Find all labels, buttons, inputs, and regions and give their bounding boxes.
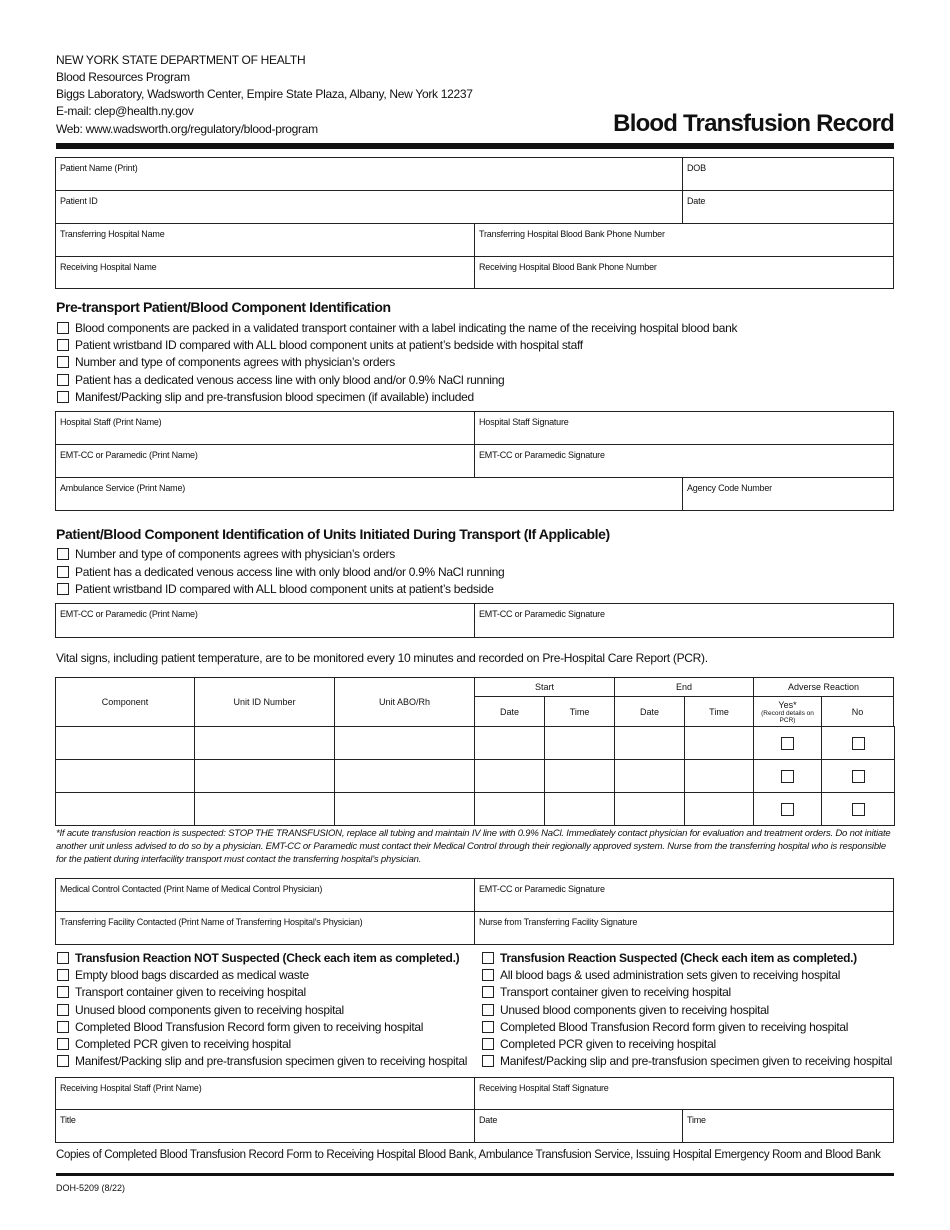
checkbox-icon[interactable] (781, 803, 794, 816)
checkbox-icon[interactable] (482, 952, 494, 964)
adverse-no-cell[interactable] (821, 792, 895, 826)
checkbox-label: Transport container given to receiving hospital (75, 985, 306, 1000)
checkbox-icon[interactable] (482, 1021, 494, 1033)
contacts-emt-signature-field[interactable] (474, 878, 894, 912)
checkbox-label: Patient has a dedicated venous access line with only blood and/or 0.9% NaCl running (75, 565, 505, 579)
not-suspected-checkbox[interactable] (57, 1020, 423, 1034)
col-abo-rh: Unit ABO/Rh (334, 677, 475, 727)
table-cell[interactable] (544, 792, 615, 826)
transferring-hospital-field[interactable] (55, 223, 475, 257)
checkbox-label: Unused blood components given to receiving hospital (500, 1002, 769, 1017)
adverse-yes-cell[interactable] (753, 726, 822, 760)
checkbox-label: Manifest/Packing slip and pre-transfusion specimen given to receiving hospital (500, 1054, 893, 1069)
vitals-note: Vital signs, including patient temperature, are to be monitored every 10 minutes and recorded on Pre-Hospital Care Report (PCR). (56, 651, 708, 665)
pretransport-checkbox[interactable] (57, 373, 504, 387)
receiving-date-field[interactable] (474, 1109, 683, 1143)
table-cell[interactable] (544, 726, 615, 760)
table-cell[interactable] (614, 759, 685, 793)
field-label: Time (687, 1115, 706, 1125)
table-cell[interactable] (544, 759, 615, 793)
field-label: Medical Control Contacted (Print Name of Medical Control Physician) (60, 884, 323, 894)
checkbox-label: Manifest/Packing slip and pre-transfusion blood specimen (if available) included (75, 390, 474, 404)
field-label: Transferring Facility Contacted (Print Name of Transferring Hospital’s Physician) (60, 917, 363, 927)
checkbox-label: All blood bags & used administration sets given to receiving hospital (500, 968, 841, 983)
checkbox-label: Completed Blood Transfusion Record form given to receiving hospital (75, 1019, 424, 1034)
copies-note: Copies of Completed Blood Transfusion Record Form to Receiving Hospital Blood Bank, Ambulance Transfusion Service, Issuing Hospital Emergency Room and Blood Bank (56, 1149, 881, 1161)
table-cell[interactable] (474, 726, 545, 760)
field-label: Hospital Staff Signature (479, 417, 569, 427)
checkbox-icon[interactable] (57, 391, 69, 403)
checkbox-icon[interactable] (57, 1055, 69, 1067)
yes-label: Yes* (778, 699, 797, 710)
checkbox-icon[interactable] (781, 770, 794, 783)
checkbox-label: Transfusion Reaction NOT Suspected (Check each item as completed.) (75, 951, 460, 965)
nurse-signature-field[interactable] (474, 911, 894, 945)
hospital-staff-signature-field[interactable] (474, 411, 894, 445)
field-label: Nurse from Transferring Facility Signature (479, 917, 638, 927)
checkbox-label: Transfusion Reaction Suspected (Check each item as completed.) (500, 951, 857, 965)
receiving-staff-signature-field[interactable] (474, 1077, 894, 1110)
checkbox-icon[interactable] (57, 566, 69, 578)
table-cell[interactable] (194, 726, 335, 760)
receiving-staff-name-field[interactable] (55, 1077, 475, 1110)
col-start-time: Time (544, 696, 615, 727)
suspected-checkbox[interactable] (482, 1037, 716, 1051)
checkbox-label: Patient wristband ID compared with ALL blood component units at patient’s bedside with hospital staff (75, 338, 583, 352)
checkbox-icon[interactable] (57, 1021, 69, 1033)
table-cell[interactable] (684, 792, 754, 826)
during-transport-heading: Patient/Blood Component Identification of Units Initiated During Transport (If Applicable) (56, 526, 610, 542)
email: E-mail: clep@health.ny.gov (56, 104, 194, 118)
checkbox-icon[interactable] (57, 374, 69, 386)
checkbox-icon[interactable] (482, 1055, 494, 1067)
col-component: Component (55, 677, 195, 727)
field-label: EMT-CC or Paramedic Signature (479, 609, 605, 619)
col-end-date: Date (614, 696, 685, 727)
checkbox-icon[interactable] (57, 952, 69, 964)
checkbox-label: Completed PCR given to receiving hospital (500, 1037, 716, 1051)
table-cell[interactable] (194, 792, 335, 826)
field-label: EMT-CC or Paramedic Signature (479, 450, 605, 460)
header-rule (56, 143, 894, 149)
checkbox-icon[interactable] (57, 986, 69, 998)
medical-control-field[interactable] (55, 878, 475, 912)
col-yes (753, 696, 822, 727)
table-cell[interactable] (474, 759, 545, 793)
adverse-yes-cell[interactable] (753, 792, 822, 826)
table-cell[interactable] (334, 759, 475, 793)
col-start-date: Date (474, 696, 545, 727)
checkbox-icon[interactable] (852, 803, 865, 816)
agency-code-field[interactable] (682, 477, 894, 511)
field-label: Date (687, 196, 706, 206)
table-cell[interactable] (684, 759, 754, 793)
patient-id-field[interactable] (55, 190, 683, 224)
checkbox-label: Completed Blood Transfusion Record form given to receiving hospital (500, 1019, 849, 1034)
table-cell[interactable] (55, 759, 195, 793)
field-label: Agency Code Number (687, 483, 772, 493)
program-name: Blood Resources Program (56, 70, 190, 84)
title-field[interactable] (55, 1109, 475, 1143)
during-emt-name-field[interactable] (55, 603, 475, 638)
ambulance-service-field[interactable] (55, 477, 683, 511)
checkbox-icon[interactable] (57, 583, 69, 595)
footnote: *If acute transfusion reaction is suspected: STOP THE TRANSFUSION, replace all tubing and maintain IV line with 0.9% NaCl. Immediately contact physician for evaluation and treatment orders. Do not initiate another unit unless advised to do so by a physician. EMT-CC or Paramedic must contact their Medical Control through their regionally approved system. Nurse from the transferring hospital who is responsible for the patient during interfacility transport must contact the transferring hospital’s physician. (56, 828, 891, 865)
checkbox-icon[interactable] (482, 986, 494, 998)
field-label: EMT-CC or Paramedic (Print Name) (60, 609, 198, 619)
field-label: DOB (687, 163, 706, 173)
checkbox-icon[interactable] (57, 1038, 69, 1050)
field-label: Ambulance Service (Print Name) (60, 483, 186, 493)
checkbox-label: Number and type of components agrees with physician’s orders (75, 547, 395, 561)
not-suspected-checkbox[interactable] (57, 985, 306, 999)
field-label: Patient ID (60, 196, 98, 206)
field-label: Title (60, 1115, 76, 1125)
date-field[interactable] (682, 190, 894, 224)
checkbox-icon[interactable] (852, 737, 865, 750)
table-cell[interactable] (614, 792, 685, 826)
field-label: Patient Name (Print) (60, 163, 138, 173)
adverse-no-cell[interactable] (821, 726, 895, 760)
hospital-staff-name-field[interactable] (55, 411, 475, 445)
checkbox-icon[interactable] (482, 969, 494, 981)
checkbox-label: Blood components are packed in a validated transport container with a label indicating the name of the receiving hospital blood bank (75, 321, 738, 335)
checkbox-icon[interactable] (57, 548, 69, 560)
during-checkbox[interactable] (57, 582, 494, 596)
table-cell[interactable] (334, 792, 475, 826)
footer-rule (56, 1173, 894, 1176)
field-label: Hospital Staff (Print Name) (60, 417, 162, 427)
checkbox-icon[interactable] (781, 737, 794, 750)
adverse-yes-cell[interactable] (753, 759, 822, 793)
col-adverse-reaction: Adverse Reaction (753, 677, 894, 697)
pretransport-heading: Pre-transport Patient/Blood Component Identification (56, 299, 391, 315)
checkbox-icon[interactable] (482, 1038, 494, 1050)
col-unit-id: Unit ID Number (194, 677, 335, 727)
checkbox-icon[interactable] (57, 969, 69, 981)
checkbox-label: Empty blood bags discarded as medical waste (75, 968, 309, 983)
website: Web: www.wadsworth.org/regulatory/blood-program (56, 122, 318, 136)
not-suspected-checkbox[interactable] (57, 1054, 467, 1068)
field-label: EMT-CC or Paramedic (Print Name) (60, 450, 198, 460)
checkbox-label: Transport container given to receiving hospital (500, 985, 731, 1000)
field-label: Receiving Hospital Staff (Print Name) (60, 1083, 202, 1093)
pretransport-checkbox[interactable] (57, 390, 474, 404)
emt-signature-field[interactable] (474, 444, 894, 478)
field-label: Receiving Hospital Staff Signature (479, 1083, 609, 1093)
checkbox-label: Completed PCR given to receiving hospital (75, 1037, 291, 1051)
col-end: End (614, 677, 754, 697)
adverse-no-cell[interactable] (821, 759, 895, 793)
checkbox-label: Patient has a dedicated venous access line with only blood and/or 0.9% NaCl running (75, 373, 505, 387)
receiving-time-field[interactable] (682, 1109, 894, 1143)
col-no: No (821, 696, 894, 727)
during-checkbox[interactable] (57, 565, 504, 579)
not-suspected-checkbox[interactable] (57, 1003, 344, 1017)
checkbox-label: Patient wristband ID compared with ALL blood component units at patient’s bedside (75, 582, 494, 596)
emt-name-field[interactable] (55, 444, 475, 478)
patient-name-field[interactable] (55, 157, 683, 191)
table-cell[interactable] (55, 792, 195, 826)
dob-field[interactable] (682, 157, 894, 191)
field-label: Transferring Hospital Blood Bank Phone Number (479, 229, 665, 239)
during-emt-signature-field[interactable] (474, 603, 894, 638)
org-name: NEW YORK STATE DEPARTMENT OF HEALTH (56, 53, 306, 67)
table-cell[interactable] (614, 726, 685, 760)
address: Biggs Laboratory, Wadsworth Center, Empire State Plaza, Albany, New York 12237 (56, 87, 473, 101)
field-label: Receiving Hospital Blood Bank Phone Number (479, 262, 657, 272)
col-start: Start (474, 677, 615, 697)
checkbox-label: Manifest/Packing slip and pre-transfusion specimen given to receiving hospital (75, 1054, 468, 1069)
suspected-checkbox[interactable] (482, 1054, 892, 1068)
table-cell[interactable] (684, 726, 754, 760)
suspected-checkbox[interactable] (482, 985, 731, 999)
suspected-checkbox[interactable] (482, 1003, 769, 1017)
suspected-checkbox[interactable] (482, 968, 840, 982)
not-suspected-checkbox[interactable] (57, 1037, 291, 1051)
field-label: Receiving Hospital Name (60, 262, 157, 272)
not-suspected-heading-checkbox[interactable] (57, 951, 459, 965)
checkbox-label: Number and type of components agrees with physician’s orders (75, 355, 395, 369)
page-title: Blood Transfusion Record (613, 110, 894, 137)
form-id: DOH-5209 (8/22) (56, 1183, 126, 1193)
suspected-heading-checkbox[interactable] (482, 951, 857, 965)
suspected-checkbox[interactable] (482, 1020, 848, 1034)
not-suspected-checkbox[interactable] (57, 968, 309, 982)
checkbox-icon[interactable] (57, 339, 69, 351)
table-cell[interactable] (474, 792, 545, 826)
checkbox-icon[interactable] (852, 770, 865, 783)
field-label: Transferring Hospital Name (60, 229, 165, 239)
receiving-hospital-field[interactable] (55, 256, 475, 289)
pretransport-checkbox[interactable] (57, 355, 395, 369)
field-label: EMT-CC or Paramedic Signature (479, 884, 605, 894)
pretransport-checkbox[interactable] (57, 321, 737, 335)
field-label: Date (479, 1115, 498, 1125)
table-cell[interactable] (55, 726, 195, 760)
during-checkbox[interactable] (57, 547, 395, 561)
col-end-time: Time (684, 696, 754, 727)
yes-note: (Record details on PCR) (761, 709, 814, 724)
table-cell[interactable] (334, 726, 475, 760)
checkbox-icon[interactable] (57, 1004, 69, 1016)
transferring-phone-field[interactable] (474, 223, 894, 257)
checkbox-icon[interactable] (57, 356, 69, 368)
checkbox-icon[interactable] (57, 322, 69, 334)
receiving-phone-field[interactable] (474, 256, 894, 289)
checkbox-icon[interactable] (482, 1004, 494, 1016)
pretransport-checkbox[interactable] (57, 338, 583, 352)
transferring-facility-field[interactable] (55, 911, 475, 945)
table-cell[interactable] (194, 759, 335, 793)
checkbox-label: Unused blood components given to receiving hospital (75, 1002, 344, 1017)
